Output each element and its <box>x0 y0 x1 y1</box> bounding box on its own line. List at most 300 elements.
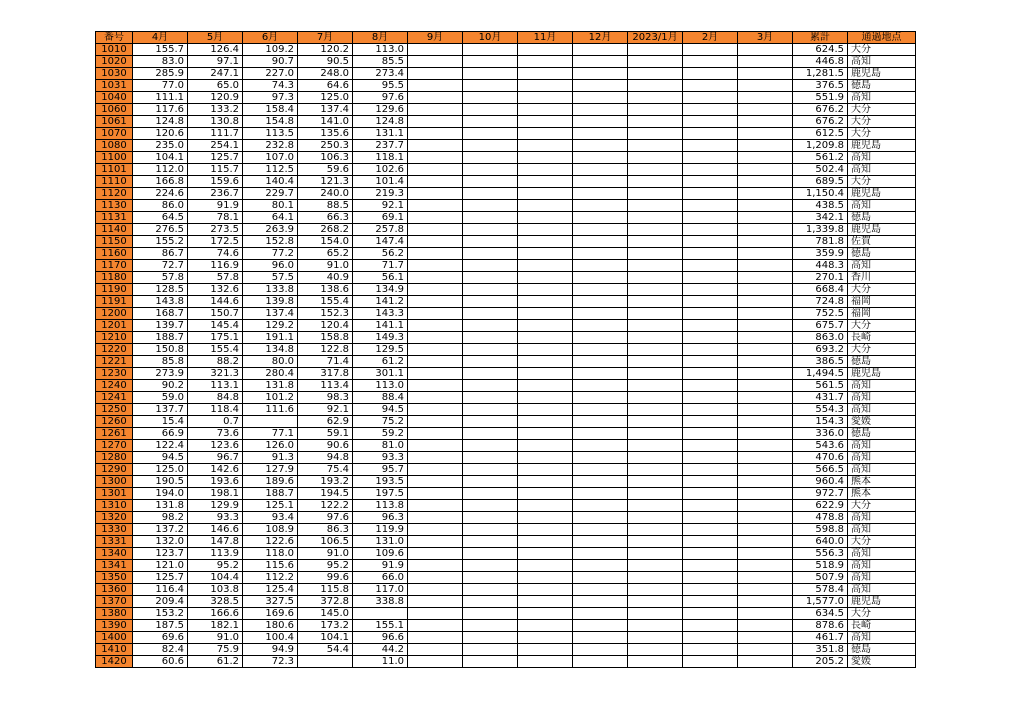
cell-dec <box>573 500 628 512</box>
table-row <box>96 332 916 344</box>
cell-feb <box>683 560 738 572</box>
cell-location: 高知 <box>848 152 916 164</box>
table-row <box>96 116 916 128</box>
cell-mar <box>738 332 793 344</box>
cell-sep <box>408 392 463 404</box>
cell-jun: 189.6 <box>243 476 298 488</box>
cell-jul: 125.0 <box>298 92 353 104</box>
cell-apr: 122.4 <box>133 440 188 452</box>
cell-sep <box>408 380 463 392</box>
cell-apr: 94.5 <box>133 452 188 464</box>
cell-mar <box>738 524 793 536</box>
cell-jun: 108.9 <box>243 524 298 536</box>
cell-jun: 280.4 <box>243 368 298 380</box>
cell-oct <box>463 428 518 440</box>
cell-apr: 150.8 <box>133 344 188 356</box>
cell-location: 高知 <box>848 440 916 452</box>
cell-aug: 93.3 <box>353 452 408 464</box>
cell-jan <box>628 44 683 56</box>
cell-jul: 91.0 <box>298 548 353 560</box>
cell-aug: 81.0 <box>353 440 408 452</box>
cell-location: 高知 <box>848 572 916 584</box>
cell-oct <box>463 344 518 356</box>
cell-feb <box>683 68 738 80</box>
cell-jul: 98.3 <box>298 392 353 404</box>
cell-jun: 125.1 <box>243 500 298 512</box>
cell-oct <box>463 92 518 104</box>
cell-dec <box>573 272 628 284</box>
cell-nov <box>518 428 573 440</box>
cell-jun: 113.5 <box>243 128 298 140</box>
cell-mar <box>738 536 793 548</box>
cell-nov <box>518 260 573 272</box>
cell-apr: 77.0 <box>133 80 188 92</box>
cell-total: 359.9 <box>793 248 848 260</box>
cell-jan <box>628 284 683 296</box>
cell-sep <box>408 272 463 284</box>
cell-mar <box>738 584 793 596</box>
cell-nov <box>518 92 573 104</box>
cell-sep <box>408 644 463 656</box>
cell-jul: 137.4 <box>298 104 353 116</box>
cell-dec <box>573 224 628 236</box>
cell-aug: 96.3 <box>353 512 408 524</box>
cell-oct <box>463 164 518 176</box>
cell-id: 1040 <box>96 92 133 104</box>
cell-location: 佐賀 <box>848 236 916 248</box>
cell-apr: 155.2 <box>133 236 188 248</box>
cell-aug: 273.4 <box>353 68 408 80</box>
cell-feb <box>683 620 738 632</box>
cell-id: 1221 <box>96 356 133 368</box>
cell-id: 1010 <box>96 44 133 56</box>
cell-may: 182.1 <box>188 620 243 632</box>
cell-jan <box>628 500 683 512</box>
cell-feb <box>683 260 738 272</box>
table-row <box>96 548 916 560</box>
cell-oct <box>463 368 518 380</box>
cell-feb <box>683 452 738 464</box>
cell-id: 1250 <box>96 404 133 416</box>
cell-mar <box>738 632 793 644</box>
cell-nov <box>518 248 573 260</box>
cell-mar <box>738 92 793 104</box>
cell-id: 1100 <box>96 152 133 164</box>
cell-location: 高知 <box>848 464 916 476</box>
cell-jul: 154.0 <box>298 236 353 248</box>
cell-oct <box>463 488 518 500</box>
cell-nov <box>518 356 573 368</box>
cell-may: 150.7 <box>188 308 243 320</box>
cell-aug: 88.4 <box>353 392 408 404</box>
cell-may: 113.9 <box>188 548 243 560</box>
cell-feb <box>683 296 738 308</box>
cell-oct <box>463 320 518 332</box>
cell-aug: 96.6 <box>353 632 408 644</box>
table-row <box>96 632 916 644</box>
cell-oct <box>463 632 518 644</box>
cell-jan <box>628 560 683 572</box>
table-row <box>96 356 916 368</box>
cell-jun: 74.3 <box>243 80 298 92</box>
cell-apr: 273.9 <box>133 368 188 380</box>
cell-id: 1030 <box>96 68 133 80</box>
cell-mar <box>738 512 793 524</box>
cell-nov <box>518 320 573 332</box>
cell-nov <box>518 224 573 236</box>
cell-jun: 77.1 <box>243 428 298 440</box>
cell-id: 1331 <box>96 536 133 548</box>
cell-nov <box>518 476 573 488</box>
cell-jul: 104.1 <box>298 632 353 644</box>
cell-apr: 66.9 <box>133 428 188 440</box>
cell-feb <box>683 428 738 440</box>
cell-location: 高知 <box>848 164 916 176</box>
cell-may: 74.6 <box>188 248 243 260</box>
cell-mar <box>738 284 793 296</box>
cell-id: 1370 <box>96 596 133 608</box>
cell-mar <box>738 260 793 272</box>
cell-jan <box>628 428 683 440</box>
cell-id: 1160 <box>96 248 133 260</box>
cell-oct <box>463 212 518 224</box>
header-id: 番号 <box>96 32 133 44</box>
cell-may: 175.1 <box>188 332 243 344</box>
cell-may: 103.8 <box>188 584 243 596</box>
table-row <box>96 164 916 176</box>
cell-jan <box>628 56 683 68</box>
cell-id: 1080 <box>96 140 133 152</box>
cell-location: 高知 <box>848 524 916 536</box>
cell-location: 大分 <box>848 116 916 128</box>
cell-sep <box>408 596 463 608</box>
cell-may: 75.9 <box>188 644 243 656</box>
cell-dec <box>573 236 628 248</box>
cell-sep <box>408 620 463 632</box>
cell-dec <box>573 416 628 428</box>
cell-may: 120.9 <box>188 92 243 104</box>
cell-feb <box>683 632 738 644</box>
cell-jul: 173.2 <box>298 620 353 632</box>
cell-feb <box>683 416 738 428</box>
cell-jun: 101.2 <box>243 392 298 404</box>
cell-aug: 95.7 <box>353 464 408 476</box>
cell-id: 1360 <box>96 584 133 596</box>
cell-sep <box>408 584 463 596</box>
cell-jun: 229.7 <box>243 188 298 200</box>
cell-oct <box>463 356 518 368</box>
cell-aug: 94.5 <box>353 404 408 416</box>
cell-jul: 90.6 <box>298 440 353 452</box>
cell-apr: 57.8 <box>133 272 188 284</box>
cell-location: 高知 <box>848 380 916 392</box>
cell-jun: 227.0 <box>243 68 298 80</box>
cell-apr: 187.5 <box>133 620 188 632</box>
cell-nov <box>518 188 573 200</box>
cell-id: 1240 <box>96 380 133 392</box>
cell-id: 1190 <box>96 284 133 296</box>
cell-id: 1230 <box>96 368 133 380</box>
cell-oct <box>463 152 518 164</box>
header-jan: 2023/1月 <box>628 32 683 44</box>
cell-aug: 11.0 <box>353 656 408 668</box>
cell-oct <box>463 308 518 320</box>
cell-may: 123.6 <box>188 440 243 452</box>
cell-apr: 120.6 <box>133 128 188 140</box>
header-may: 5月 <box>188 32 243 44</box>
table-row <box>96 152 916 164</box>
cell-id: 1061 <box>96 116 133 128</box>
cell-jul: 120.4 <box>298 320 353 332</box>
cell-id: 1150 <box>96 236 133 248</box>
cell-jun: 77.2 <box>243 248 298 260</box>
cell-feb <box>683 44 738 56</box>
cell-dec <box>573 620 628 632</box>
cell-mar <box>738 68 793 80</box>
cell-feb <box>683 488 738 500</box>
cell-mar <box>738 128 793 140</box>
cell-apr: 72.7 <box>133 260 188 272</box>
cell-jan <box>628 584 683 596</box>
cell-nov <box>518 560 573 572</box>
cell-location: 高知 <box>848 560 916 572</box>
cell-aug: 155.1 <box>353 620 408 632</box>
cell-apr: 139.7 <box>133 320 188 332</box>
cell-sep <box>408 632 463 644</box>
cell-jul: 95.2 <box>298 560 353 572</box>
cell-aug: 131.1 <box>353 128 408 140</box>
cell-jun: 80.1 <box>243 200 298 212</box>
cell-mar <box>738 80 793 92</box>
cell-mar <box>738 596 793 608</box>
cell-total: 693.2 <box>793 344 848 356</box>
cell-id: 1060 <box>96 104 133 116</box>
cell-may: 65.0 <box>188 80 243 92</box>
table-row <box>96 200 916 212</box>
table-row <box>96 92 916 104</box>
cell-may: 172.5 <box>188 236 243 248</box>
header-sep: 9月 <box>408 32 463 44</box>
cell-mar <box>738 572 793 584</box>
cell-feb <box>683 512 738 524</box>
cell-apr: 125.0 <box>133 464 188 476</box>
cell-location: 高知 <box>848 632 916 644</box>
cell-jan <box>628 488 683 500</box>
cell-jul: 86.3 <box>298 524 353 536</box>
cell-dec <box>573 212 628 224</box>
cell-apr: 64.5 <box>133 212 188 224</box>
cell-jan <box>628 224 683 236</box>
cell-oct <box>463 272 518 284</box>
table-row <box>96 44 916 56</box>
table-row <box>96 392 916 404</box>
cell-oct <box>463 260 518 272</box>
cell-jan <box>628 596 683 608</box>
cell-jan <box>628 200 683 212</box>
cell-nov <box>518 284 573 296</box>
cell-jun: 129.2 <box>243 320 298 332</box>
table-row <box>96 344 916 356</box>
cell-jul: 65.2 <box>298 248 353 260</box>
cell-jul: 64.6 <box>298 80 353 92</box>
cell-feb <box>683 224 738 236</box>
cell-nov <box>518 116 573 128</box>
cell-feb <box>683 392 738 404</box>
cell-nov <box>518 440 573 452</box>
cell-sep <box>408 260 463 272</box>
cell-may: 133.2 <box>188 104 243 116</box>
cell-aug: 219.3 <box>353 188 408 200</box>
cell-may: 104.4 <box>188 572 243 584</box>
cell-jul: 121.3 <box>298 176 353 188</box>
cell-dec <box>573 80 628 92</box>
cell-may: 91.0 <box>188 632 243 644</box>
cell-sep <box>408 320 463 332</box>
cell-location: 徳島 <box>848 644 916 656</box>
cell-may: 97.1 <box>188 56 243 68</box>
cell-id: 1031 <box>96 80 133 92</box>
cell-feb <box>683 248 738 260</box>
cell-id: 1340 <box>96 548 133 560</box>
cell-total: 676.2 <box>793 116 848 128</box>
cell-may: 78.1 <box>188 212 243 224</box>
cell-jan <box>628 188 683 200</box>
cell-jan <box>628 572 683 584</box>
cell-dec <box>573 128 628 140</box>
table-row <box>96 428 916 440</box>
cell-jul: 92.1 <box>298 404 353 416</box>
cell-feb <box>683 212 738 224</box>
cell-total: 502.4 <box>793 164 848 176</box>
cell-nov <box>518 656 573 668</box>
table-row <box>96 188 916 200</box>
cell-may: 132.6 <box>188 284 243 296</box>
cell-may: 115.7 <box>188 164 243 176</box>
table-row <box>96 80 916 92</box>
cell-apr: 123.7 <box>133 548 188 560</box>
cell-dec <box>573 92 628 104</box>
cell-jan <box>628 476 683 488</box>
cell-total: 724.8 <box>793 296 848 308</box>
cell-sep <box>408 332 463 344</box>
cell-jul: 158.8 <box>298 332 353 344</box>
cell-aug: 113.8 <box>353 500 408 512</box>
cell-total: 336.0 <box>793 428 848 440</box>
cell-mar <box>738 176 793 188</box>
cell-apr: 132.0 <box>133 536 188 548</box>
cell-dec <box>573 296 628 308</box>
cell-mar <box>738 416 793 428</box>
cell-jan <box>628 332 683 344</box>
cell-jul: 138.6 <box>298 284 353 296</box>
cell-total: 1,339.8 <box>793 224 848 236</box>
cell-aug: 117.0 <box>353 584 408 596</box>
cell-feb <box>683 320 738 332</box>
cell-total: 205.2 <box>793 656 848 668</box>
cell-nov <box>518 152 573 164</box>
cell-aug: 97.6 <box>353 92 408 104</box>
table-row <box>96 416 916 428</box>
cell-jan <box>628 404 683 416</box>
cell-aug: 95.5 <box>353 80 408 92</box>
cell-total: 561.2 <box>793 152 848 164</box>
cell-dec <box>573 464 628 476</box>
cell-sep <box>408 500 463 512</box>
cell-mar <box>738 308 793 320</box>
cell-id: 1260 <box>96 416 133 428</box>
cell-total: 566.5 <box>793 464 848 476</box>
cell-mar <box>738 272 793 284</box>
cell-jun: 64.1 <box>243 212 298 224</box>
monthly-data-table <box>95 31 916 668</box>
cell-jul: 106.3 <box>298 152 353 164</box>
cell-jul: 193.2 <box>298 476 353 488</box>
cell-total: 446.8 <box>793 56 848 68</box>
cell-id: 1341 <box>96 560 133 572</box>
cell-sep <box>408 536 463 548</box>
cell-may: 113.1 <box>188 380 243 392</box>
cell-jul: 152.3 <box>298 308 353 320</box>
cell-sep <box>408 200 463 212</box>
cell-jul: 40.9 <box>298 272 353 284</box>
cell-feb <box>683 524 738 536</box>
cell-feb <box>683 80 738 92</box>
cell-aug: 141.1 <box>353 320 408 332</box>
cell-jul: 122.2 <box>298 500 353 512</box>
cell-jul: 97.6 <box>298 512 353 524</box>
cell-total: 554.3 <box>793 404 848 416</box>
cell-may: 273.5 <box>188 224 243 236</box>
cell-sep <box>408 164 463 176</box>
cell-oct <box>463 80 518 92</box>
cell-oct <box>463 332 518 344</box>
cell-dec <box>573 116 628 128</box>
cell-location: 鹿児島 <box>848 224 916 236</box>
cell-jul: 250.3 <box>298 140 353 152</box>
cell-nov <box>518 368 573 380</box>
cell-oct <box>463 548 518 560</box>
cell-mar <box>738 188 793 200</box>
cell-dec <box>573 596 628 608</box>
cell-id: 1410 <box>96 644 133 656</box>
cell-may: 73.6 <box>188 428 243 440</box>
cell-location: 高知 <box>848 260 916 272</box>
cell-feb <box>683 200 738 212</box>
cell-jul: 90.5 <box>298 56 353 68</box>
cell-dec <box>573 356 628 368</box>
cell-may: 247.1 <box>188 68 243 80</box>
cell-dec <box>573 512 628 524</box>
cell-feb <box>683 500 738 512</box>
table-body <box>96 44 916 668</box>
cell-feb <box>683 128 738 140</box>
cell-jul: 372.8 <box>298 596 353 608</box>
cell-jun: 127.9 <box>243 464 298 476</box>
cell-oct <box>463 536 518 548</box>
cell-sep <box>408 488 463 500</box>
cell-apr: 69.6 <box>133 632 188 644</box>
cell-location: 徳島 <box>848 428 916 440</box>
cell-jan <box>628 260 683 272</box>
cell-feb <box>683 308 738 320</box>
cell-oct <box>463 188 518 200</box>
cell-feb <box>683 464 738 476</box>
header-row <box>96 32 916 44</box>
cell-location: 高知 <box>848 584 916 596</box>
cell-sep <box>408 104 463 116</box>
cell-jun: 107.0 <box>243 152 298 164</box>
cell-aug: 338.8 <box>353 596 408 608</box>
